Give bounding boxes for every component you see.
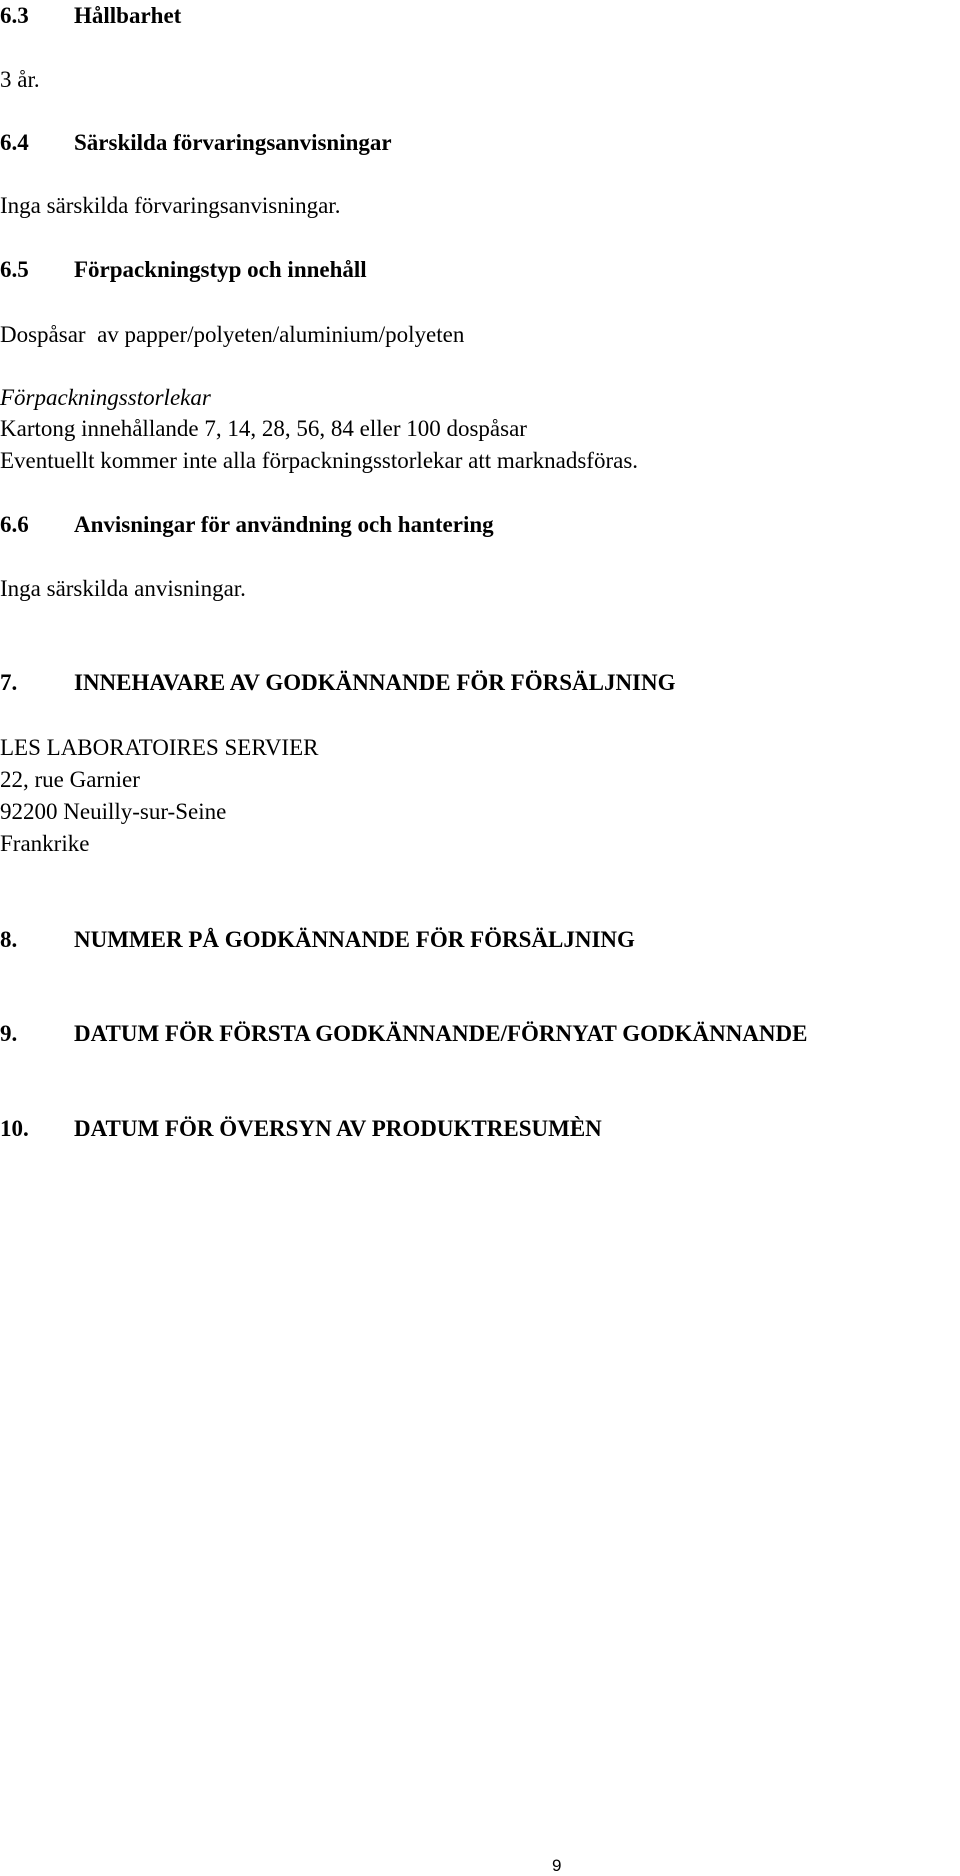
section-6-5-line1: Kartong innehållande 7, 14, 28, 56, 84 eller 100 dospåsar	[0, 416, 527, 441]
section-number: 9.	[0, 1021, 18, 1046]
section-number: 6.6	[0, 512, 29, 537]
section-title: INNEHAVARE AV GODKÄNNANDE FÖR FÖRSÄLJNING	[74, 670, 676, 695]
address-line: LES LABORATOIRES SERVIER	[0, 735, 319, 760]
address-line: 22, rue Garnier	[0, 767, 140, 792]
section-number: 6.5	[0, 257, 29, 282]
section-7-heading	[0, 669, 676, 697]
section-8-heading	[0, 926, 635, 954]
section-6-4-heading	[0, 129, 392, 157]
section-6-3-text: 3 år.	[0, 67, 40, 92]
section-title: Förpackningstyp och innehåll	[74, 257, 367, 282]
section-title: DATUM FÖR FÖRSTA GODKÄNNANDE/FÖRNYAT GODKÄNNANDE	[74, 1021, 808, 1046]
section-10-heading	[0, 1115, 602, 1143]
section-number: 10.	[0, 1116, 29, 1141]
section-6-5-subheading: Förpackningsstorlekar	[0, 385, 211, 410]
address-line: 92200 Neuilly-sur-Seine	[0, 799, 227, 824]
section-number: 6.3	[0, 3, 29, 28]
section-title: NUMMER PÅ GODKÄNNANDE FÖR FÖRSÄLJNING	[74, 927, 635, 952]
section-6-6-text: Inga särskilda anvisningar.	[0, 576, 246, 601]
section-title: DATUM FÖR ÖVERSYN AV PRODUKTRESUMÈN	[74, 1116, 602, 1141]
section-number: 8.	[0, 927, 18, 952]
page-number: 9	[552, 1856, 562, 1875]
section-number: 6.4	[0, 130, 29, 155]
section-6-5-line2: Eventuellt kommer inte alla förpackningsstorlekar att marknadsföras.	[0, 448, 639, 473]
section-6-5-heading	[0, 256, 367, 284]
section-6-6-heading	[0, 511, 494, 539]
address-line: Frankrike	[0, 831, 90, 856]
section-6-5-text: Dospåsar av papper/polyeten/aluminium/polyeten	[0, 322, 465, 347]
section-9-heading	[0, 1020, 807, 1048]
section-title: Anvisningar för användning och hantering	[74, 512, 494, 537]
section-6-4-text: Inga särskilda förvaringsanvisningar.	[0, 193, 341, 218]
section-title: Hållbarhet	[74, 3, 182, 28]
section-6-3-heading	[0, 2, 181, 30]
section-number: 7.	[0, 670, 18, 695]
section-title: Särskilda förvaringsanvisningar	[74, 130, 392, 155]
